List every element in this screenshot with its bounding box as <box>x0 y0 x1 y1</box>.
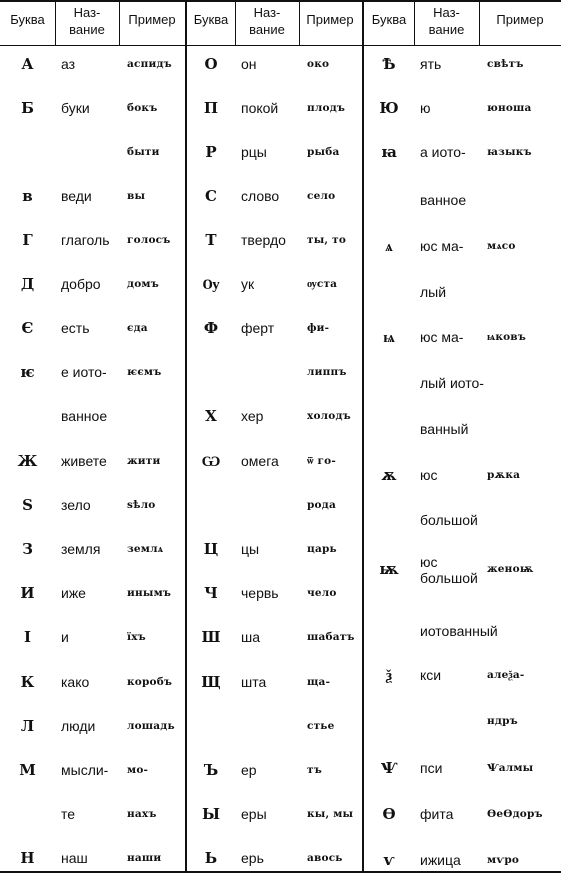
letter-name: наш <box>61 850 88 866</box>
column-header-line: Буква <box>193 12 229 27</box>
example-word: юноша <box>487 102 532 114</box>
example-word: ѥємъ <box>127 366 162 378</box>
letter-glyph: Ѣ <box>382 55 396 73</box>
letter-glyph: О <box>204 55 218 73</box>
letter-name: и <box>61 629 69 645</box>
letter-glyph: И <box>20 584 35 602</box>
example-word: жити <box>127 455 161 467</box>
letter-glyph: Ѳ <box>382 805 396 823</box>
example-word: ты, то <box>307 234 347 246</box>
letter-glyph: Ѱ <box>380 759 398 777</box>
column-header <box>299 0 361 40</box>
example-word: ѿ го- <box>307 455 336 467</box>
group-divider <box>185 0 187 873</box>
letter-name: люди <box>61 718 96 734</box>
letter-glyph: ѩ <box>383 328 395 346</box>
letter-name: земля <box>61 541 101 557</box>
letter-name: добро <box>61 276 101 292</box>
example-word: лошадь <box>127 720 175 732</box>
example-word: мѵро <box>487 854 520 866</box>
example-word: рода <box>307 499 336 511</box>
letter-name: кси <box>420 667 442 683</box>
letter-glyph: Ш <box>201 628 221 646</box>
letter-name: иже <box>61 585 86 601</box>
example-word: Ѱалмы <box>487 762 534 774</box>
example-word: инымъ <box>127 587 172 599</box>
example-word: кы, мы <box>307 808 354 820</box>
letter-name: шта <box>241 674 267 690</box>
column-header-line: Пример <box>306 12 354 27</box>
example-word: тъ <box>307 764 322 776</box>
letter-glyph: Ь <box>204 849 218 867</box>
column-header-line: Наз- <box>433 5 460 20</box>
letter-name: покой <box>241 100 279 116</box>
example-word: рыба <box>307 146 340 158</box>
column-header <box>235 4 299 38</box>
letter-name: како <box>61 674 90 690</box>
letter-name: есть <box>61 320 90 336</box>
letter-name: твердо <box>241 232 286 248</box>
letter-name: веди <box>61 188 92 204</box>
example-word: ѲеѲдоръ <box>487 808 543 820</box>
letter-glyph: Х <box>205 407 217 425</box>
example-word: ѕѣло <box>127 499 156 511</box>
letter-glyph: ѫ <box>381 466 397 484</box>
letter-name: ять <box>420 56 442 72</box>
group-divider <box>362 0 364 873</box>
letter-glyph: Ы <box>201 805 221 823</box>
letter-name: мысли- <box>61 762 109 778</box>
column-header-line: вание <box>69 22 105 37</box>
example-word: бокъ <box>127 102 158 114</box>
letter-name: омега <box>241 453 279 469</box>
example-word: ѹста <box>307 278 338 290</box>
example-word: алеѯа- <box>487 669 525 681</box>
column-header-line: Пример <box>128 12 176 27</box>
letter-glyph: Щ <box>201 673 221 691</box>
column-header-line: Буква <box>371 12 407 27</box>
column-header <box>187 0 235 40</box>
letter-name: живете <box>61 453 107 469</box>
letter-name: ижица <box>420 852 461 868</box>
letter-name: ванный <box>420 421 469 437</box>
letter-glyph: в <box>22 187 33 205</box>
letter-name: а иото- <box>420 144 466 160</box>
column-header-line: Наз- <box>253 5 281 20</box>
letter-glyph: Ф <box>203 319 219 337</box>
letter-name: буки <box>61 100 90 116</box>
letter-name: е иото- <box>61 364 107 380</box>
letter-glyph: Г <box>22 231 33 249</box>
letter-glyph: М <box>19 761 36 779</box>
example-word: ѩковъ <box>487 331 527 343</box>
letter-name: зело <box>61 497 91 513</box>
example-word: рѫка <box>487 469 521 481</box>
column-header-line: Пример <box>496 12 544 27</box>
letter-name: ванное <box>420 192 467 208</box>
example-word: ꙗзыкъ <box>487 146 532 158</box>
letter-name: еры <box>241 806 267 822</box>
letter-name: ша <box>241 629 261 645</box>
column-header-line: вание <box>428 22 465 37</box>
column-header-line: Буква <box>10 12 45 27</box>
letter-glyph: З <box>22 540 33 558</box>
example-word: липпъ <box>307 366 347 378</box>
column-header <box>55 4 119 38</box>
letter-name: ю <box>420 100 431 116</box>
example-word: ща- <box>307 676 331 688</box>
example-word: домъ <box>127 278 159 290</box>
letter-name: ванное <box>61 408 108 424</box>
letter-glyph: Б <box>21 99 34 117</box>
column-header <box>414 4 479 38</box>
letter-name: он <box>241 56 257 72</box>
letter-name: слово <box>241 188 280 204</box>
column-header <box>364 0 414 40</box>
letter-name: рцы <box>241 144 267 160</box>
letter-glyph: Ж <box>17 452 38 470</box>
example-word: мо- <box>127 764 149 776</box>
example-word: стье <box>307 720 335 732</box>
letter-name: те <box>61 806 76 822</box>
letter-name: фита <box>420 806 454 822</box>
example-word: мѧсо <box>487 240 516 252</box>
example-word: авось <box>307 852 343 864</box>
example-word: їхъ <box>127 631 146 643</box>
letter-name: хер <box>241 408 264 424</box>
example-word: коробъ <box>127 676 173 688</box>
letter-glyph: І <box>23 628 32 646</box>
column-header-line: вание <box>249 22 285 37</box>
column-header <box>0 0 55 40</box>
example-word: село <box>307 190 336 202</box>
example-word: плодъ <box>307 102 346 114</box>
example-word: нахъ <box>127 808 157 820</box>
example-word: быти <box>127 146 160 158</box>
letter-name: пси <box>420 760 443 776</box>
letter-glyph: Р <box>205 143 217 161</box>
letter-name: ук <box>241 276 255 292</box>
letter-glyph: Д <box>20 275 35 293</box>
example-word: єда <box>127 322 148 334</box>
letter-name: юс большой <box>420 554 478 586</box>
letter-glyph: Ц <box>203 540 219 558</box>
letter-name: червь <box>241 585 279 601</box>
letter-glyph: Ч <box>204 584 218 602</box>
letter-name: юс ма- <box>420 238 464 254</box>
table-top-border <box>0 0 561 2</box>
example-word: фи- <box>307 322 330 334</box>
letter-name: ерь <box>241 850 264 866</box>
example-word: чело <box>307 587 337 599</box>
letter-name: глаголь <box>61 232 110 248</box>
letter-name: лый <box>420 284 447 300</box>
letter-glyph: Є <box>21 319 34 337</box>
letter-glyph: ѵ <box>383 851 395 869</box>
letter-glyph: Ъ <box>203 761 219 779</box>
letter-glyph: Н <box>20 849 35 867</box>
example-word: свѣтъ <box>487 58 524 70</box>
letter-name: иотованный <box>420 623 498 639</box>
letter-glyph: ꙗ <box>381 143 397 161</box>
letter-name: лый иото- <box>420 375 484 391</box>
example-word: женоѭ <box>487 563 534 575</box>
example-word: вы <box>127 190 146 202</box>
letter-glyph: Ю <box>379 99 399 117</box>
column-header-line: Наз- <box>73 5 101 20</box>
letter-name: ферт <box>241 320 275 336</box>
letter-glyph: Ѕ <box>22 496 33 514</box>
letter-glyph: А <box>21 55 34 73</box>
letter-glyph: ѧ <box>385 237 393 255</box>
letter-glyph: К <box>20 673 35 691</box>
letter-glyph: Ѡ <box>201 452 221 470</box>
example-word: холодъ <box>307 410 351 422</box>
header-bottom-border <box>0 45 561 46</box>
letter-glyph: Ѹ <box>202 275 220 293</box>
example-word: землѧ <box>127 543 164 555</box>
letter-name: юс ма- <box>420 329 464 345</box>
example-word: голосъ <box>127 234 171 246</box>
letter-name: большой <box>420 512 478 528</box>
column-header <box>479 0 561 40</box>
letter-glyph: ѥ <box>20 363 35 381</box>
example-word: наши <box>127 852 162 864</box>
letter-glyph: С <box>205 187 217 205</box>
letter-name: ер <box>241 762 257 778</box>
letter-glyph: Л <box>20 717 35 735</box>
example-word: ндръ <box>487 715 518 727</box>
letter-name: цы <box>241 541 260 557</box>
example-word: аспидъ <box>127 58 172 70</box>
example-word: царь <box>307 543 337 555</box>
letter-glyph: Т <box>205 231 217 249</box>
letter-glyph: П <box>203 99 219 117</box>
letter-glyph: ѭ <box>379 560 399 578</box>
letter-glyph: ѯ <box>385 666 393 684</box>
example-word: шабатъ <box>307 631 355 643</box>
letter-name: аз <box>61 56 76 72</box>
letter-name: юс <box>420 467 438 483</box>
column-header <box>119 0 185 40</box>
example-word: око <box>307 58 330 70</box>
